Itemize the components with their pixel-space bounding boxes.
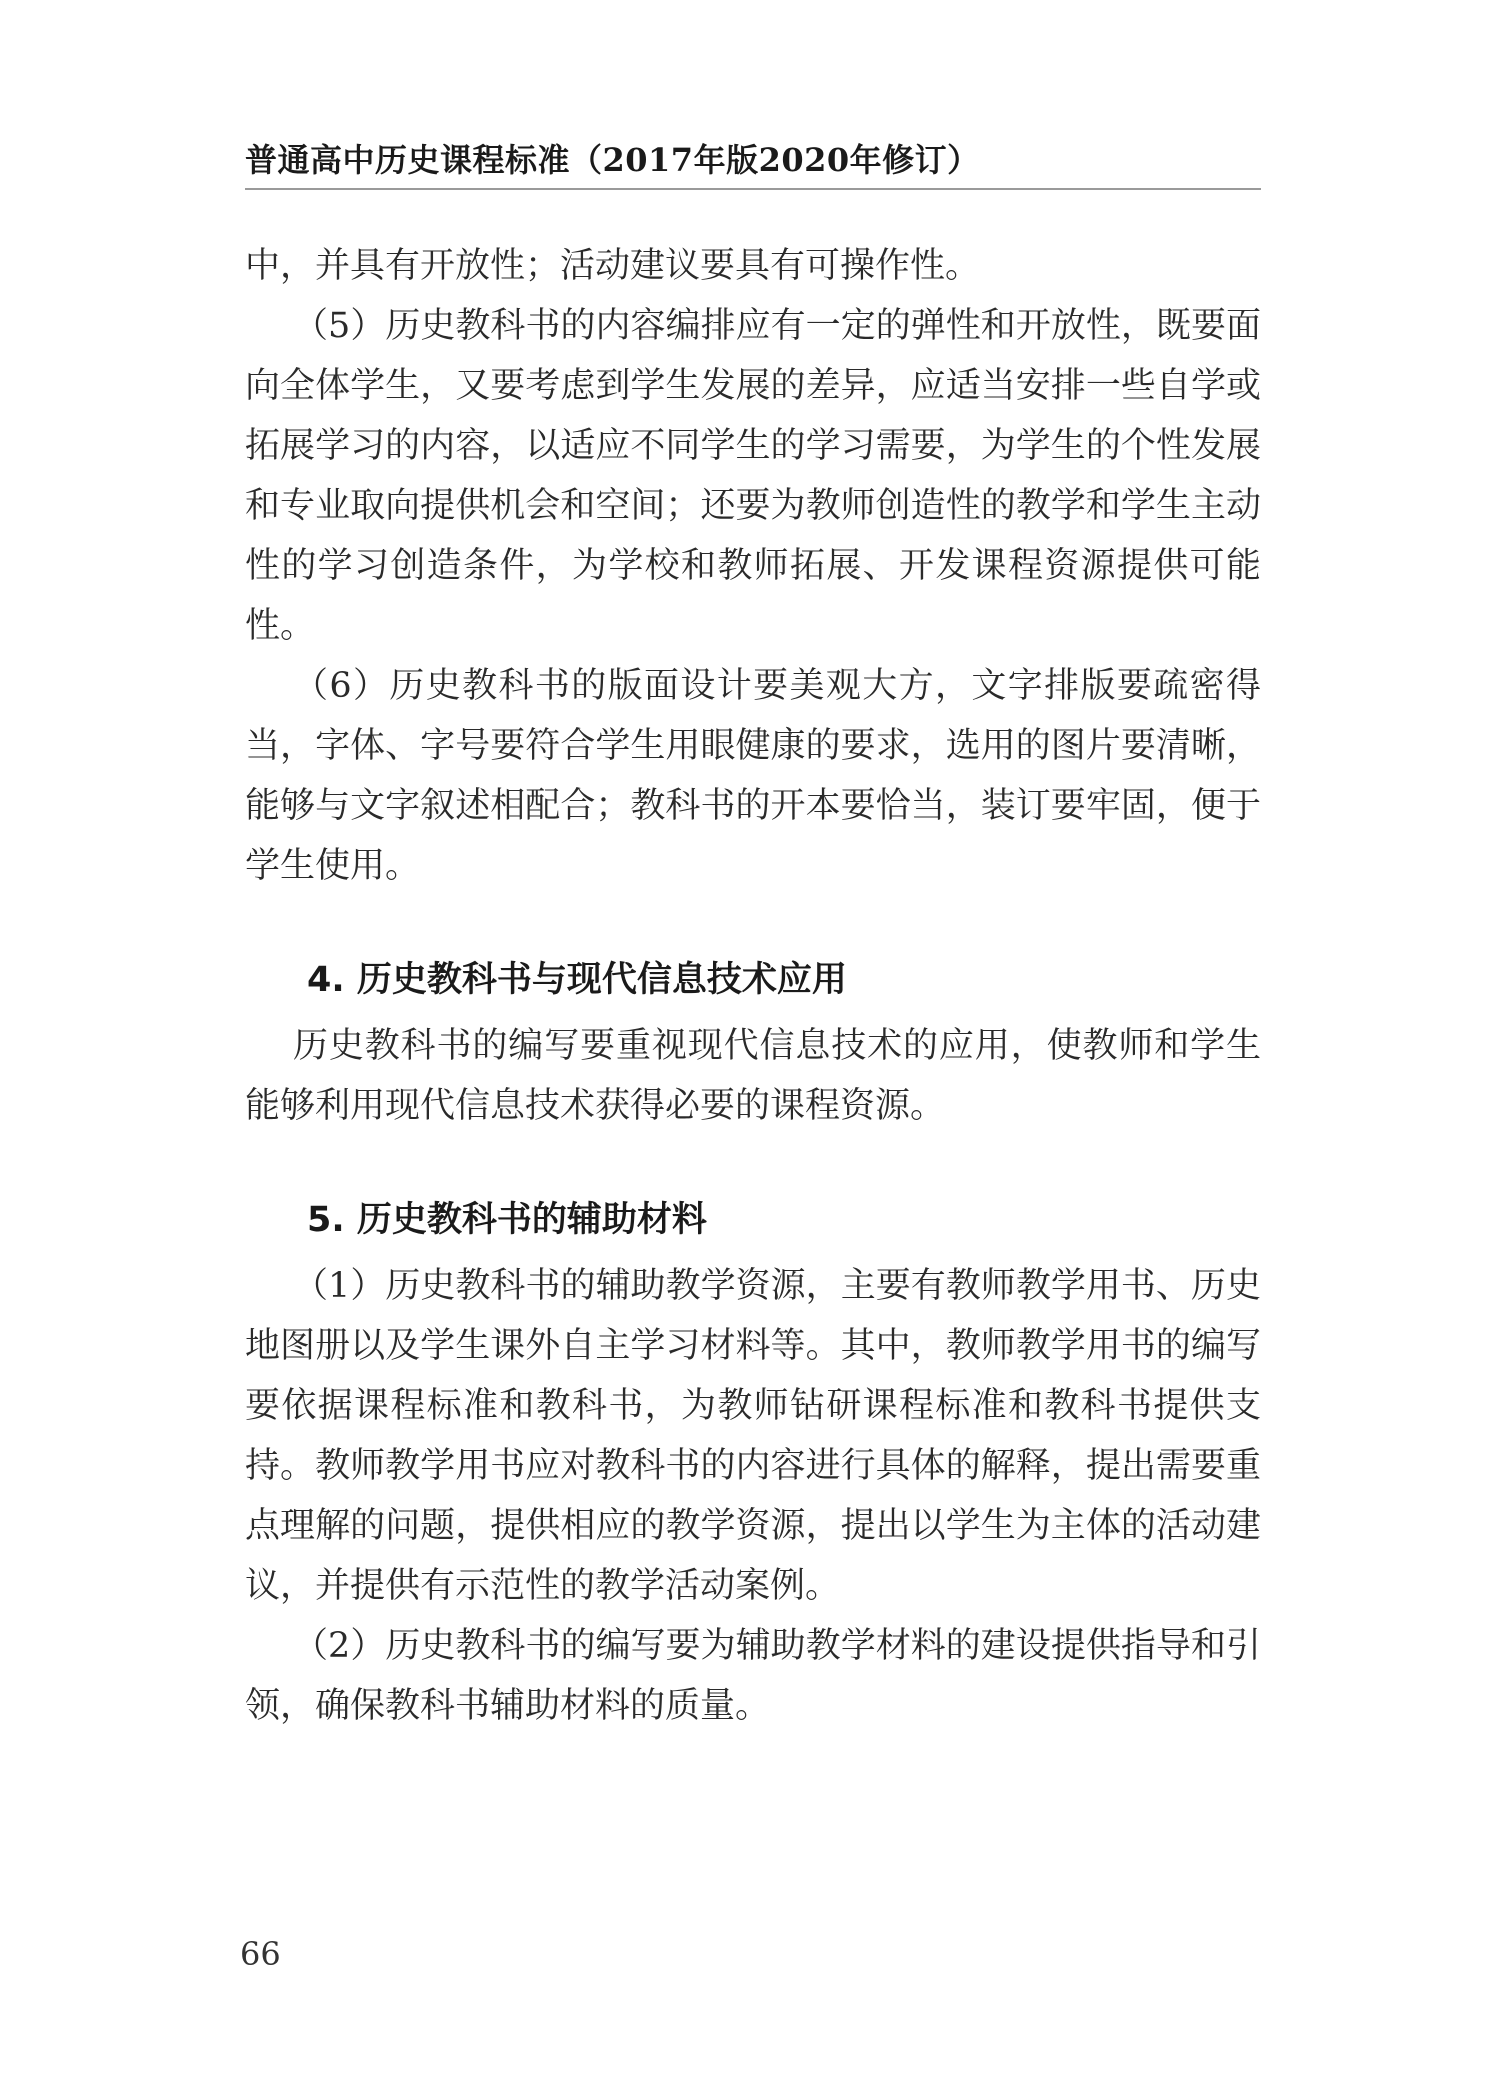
header-divider [245, 188, 1261, 190]
section-5-item-1-paragraph: （1）历史教科书的辅助教学资源，主要有教师教学用书、历史地图册以及学生课外自主学习材料等。其中，教师教学用书的编写要依据课程标准和教科书，为教师钻研课程标准和教科书提供支持。教师教学用书应对教科书的内容进行具体的解释，提出需要重点理解的问题，提供相应的教学资源，提出以学生为主体的活动建议，并提供有示范性的教学活动案例。 [245, 1266, 1261, 1606]
body-text [245, 236, 1261, 1736]
running-header-title: 普通高中历史课程标准（2017年版2020年修订） [245, 141, 980, 179]
section-4-heading: 4. 历史教科书与现代信息技术应用 [307, 960, 847, 1000]
item-5-paragraph: （5）历史教科书的内容编排应有一定的弹性和开放性，既要面向全体学生，又要考虑到学生发展的差异，应适当安排一些自学或拓展学习的内容，以适应不同学生的学习需要，为学生的个性发展和专业取向提供机会和空间；还要为教师创造性的教学和学生主动性的学习创造条件，为学校和教师拓展、开发课程资源提供可能性。 [245, 306, 1261, 646]
item-6-paragraph: （6）历史教科书的版面设计要美观大方，文字排版要疏密得当，字体、字号要符合学生用眼健康的要求，选用的图片要清晰，能够与文字叙述相配合；教科书的开本要恰当，装订要牢固，便于学生使用。 [245, 666, 1261, 886]
continuation-paragraph: 中，并具有开放性；活动建议要具有可操作性。 [245, 246, 981, 286]
section-4-paragraph: 历史教科书的编写要重视现代信息技术的应用，使教师和学生能够利用现代信息技术获得必要的课程资源。 [245, 1026, 1261, 1126]
section-5-item-2-paragraph: （2）历史教科书的编写要为辅助教学材料的建设提供指导和引领，确保教科书辅助材料的质量。 [245, 1626, 1261, 1726]
page-number: 66 [240, 1935, 281, 1973]
section-5-heading: 5. 历史教科书的辅助材料 [307, 1200, 707, 1240]
